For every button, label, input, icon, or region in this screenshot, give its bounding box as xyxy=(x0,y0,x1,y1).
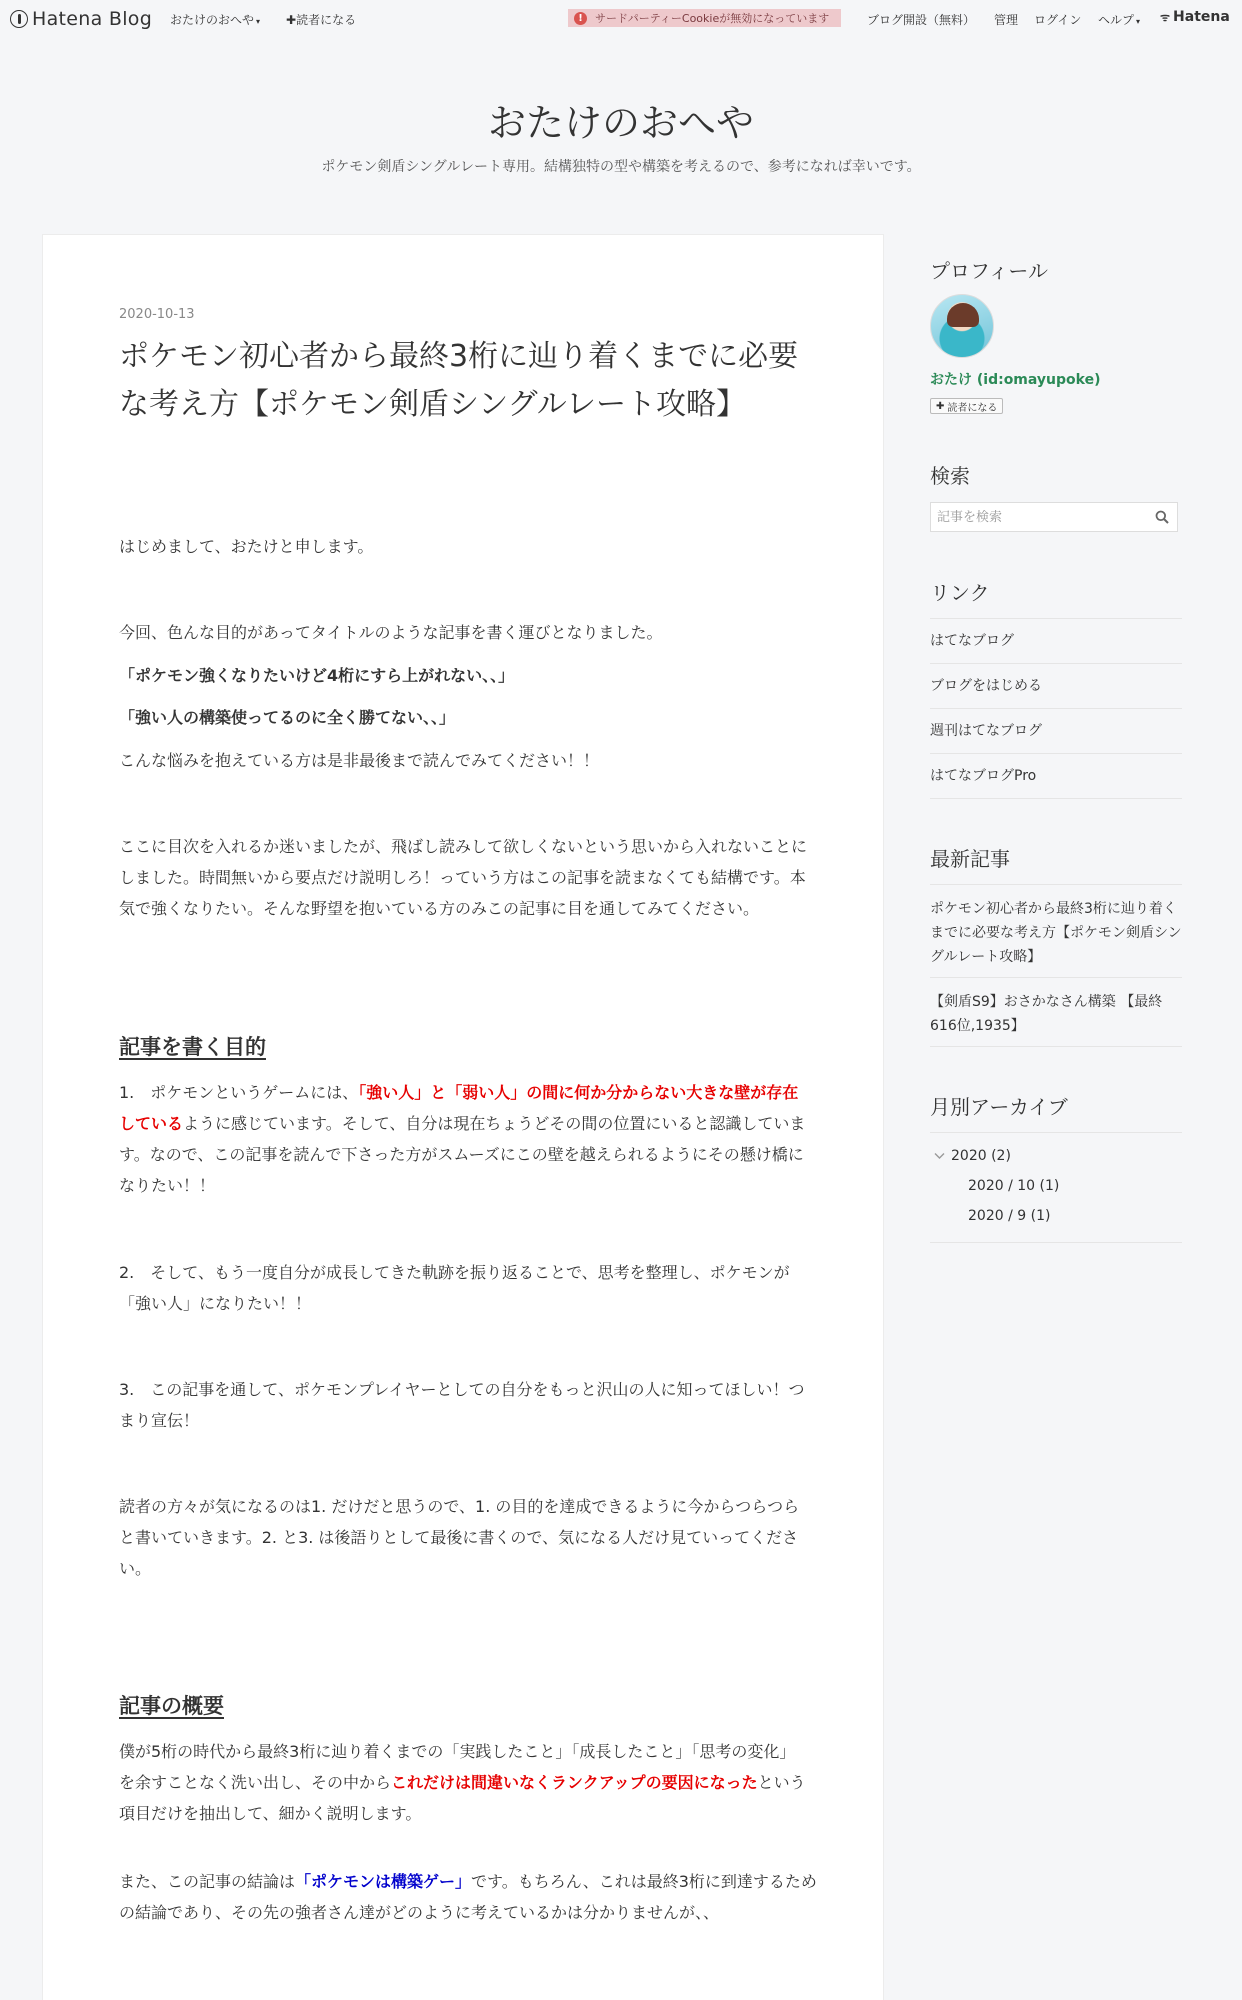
avatar[interactable] xyxy=(930,294,994,358)
plus-icon: ✚ xyxy=(936,400,945,412)
login-link[interactable]: ログイン xyxy=(1034,13,1082,27)
quote-1-text: 「ポケモン強くなりたいけど4桁にすら上がれない、、」 xyxy=(119,666,515,685)
paragraph-purpose: 今回、色んな目的があってタイトルのような記事を書く運びとなりました。 xyxy=(119,623,663,642)
paragraph-overview xyxy=(119,1736,809,1829)
list-item-3: 3. この記事を通して、ポケモンプレイヤーとしての自分をもっと沢山の人に知ってほしい！つまり宣伝！ xyxy=(119,1380,805,1430)
blog-title[interactable]: おたけのおへや xyxy=(487,101,754,145)
open-blog-link[interactable]: ブログ開設（無料） xyxy=(867,13,976,27)
warning-icon: ! xyxy=(574,12,587,25)
caret-down-icon: ▾ xyxy=(256,17,261,26)
hatena-blog-icon xyxy=(10,10,28,28)
list-item-1 xyxy=(119,1077,809,1201)
recent-heading: 最新記事 xyxy=(930,847,1010,871)
paragraph-toc: ここに目次を入れるか迷いましたが、飛ばし読みして欲しくないという思いから入れないことにしました。時間無いから要点だけ説明しろ！っていう方はこの記事を読まなくても結構です。本気で強くなりたい。そんな野望を抱いている方のみこの記事に目を通してみてください。 xyxy=(119,837,808,918)
paragraph-intro: はじめまして、おたけと申します。 xyxy=(119,537,374,556)
search-heading: 検索 xyxy=(930,464,970,488)
global-header xyxy=(0,0,1242,37)
recent-item[interactable]: 【剣盾S9】おさかなさん構築 【最終616位,1935】 xyxy=(930,978,1182,1047)
item1-pre: 1. ポケモンというゲームには、 xyxy=(119,1083,359,1102)
help-menu[interactable] xyxy=(1098,11,1140,28)
article-date[interactable]: 2020-10-13 xyxy=(119,307,195,322)
cookie-notice[interactable] xyxy=(568,9,841,27)
hatena-label: Hatena xyxy=(1173,9,1230,25)
link-item[interactable]: 週刊はてなブログ xyxy=(930,709,1182,754)
blog-name-label: おたけのおへや xyxy=(170,13,255,27)
avatar-hair xyxy=(947,303,979,327)
list-item-2: 2. そして、もう一度自分が成長してきた軌跡を振り返ることで、思考を整理し、ポケモンが「強い人」になりたい！！ xyxy=(119,1263,790,1313)
link-item[interactable]: はてなブログ xyxy=(930,619,1182,664)
paragraph-readers: 読者の方々が気になるのは1. だけだと思うので、1. の目的を達成できるように今からつらつらと書いていきます。2. と3. は後語りとして最後に書くので、気になる人だけ見ていってください。 xyxy=(119,1497,800,1578)
quote-2-text: 「強い人の構築使ってるのに全く勝てない、、」 xyxy=(119,708,456,727)
search-input[interactable] xyxy=(937,510,1147,525)
conclusion-post: です。もちろん、これは最終3桁に到達するための結論であり、その先の強者さん達がどのように考えているかは分かりませんが、、 xyxy=(119,1872,817,1922)
search-box xyxy=(930,502,1178,532)
admin-link[interactable]: 管理 xyxy=(994,13,1019,27)
plus-icon: ✚ xyxy=(286,13,297,27)
link-item[interactable]: はてなブログPro xyxy=(930,754,1182,799)
blog-name-menu[interactable] xyxy=(170,11,260,28)
overview-post: という項目だけを抽出して、細かく説明します。 xyxy=(119,1773,806,1823)
archive-year-label: 2020 (2) xyxy=(951,1148,1011,1164)
logo-text: Hatena Blog xyxy=(32,8,153,30)
heading-purpose: 記事を書く目的 xyxy=(119,1035,266,1059)
hatena-link[interactable] xyxy=(1160,9,1230,25)
chevron-down-icon xyxy=(934,1152,945,1160)
paragraph-conclusion xyxy=(119,1866,819,1928)
search-icon[interactable] xyxy=(1155,510,1169,524)
links-heading: リンク xyxy=(930,581,990,605)
item1-post: ように感じています。そして、自分は現在ちょうどその間の位置にいると認識しています。なので、この記事を読んで下さった方がスムーズにこの壁を越えられるようにその懸け橋になりたい！！ xyxy=(119,1114,806,1195)
profile-heading: プロフィール xyxy=(930,259,1048,283)
quote-2 xyxy=(119,702,809,733)
subscribe-label: 読者になる xyxy=(296,13,357,27)
conclusion-highlight: 「ポケモンは構築ゲー」 xyxy=(295,1872,472,1891)
article-title[interactable]: ポケモン初心者から最終3桁に辿り着くまでに必要な考え方【ポケモン剣盾シングルレート攻略】 xyxy=(119,339,799,422)
profile-name-link[interactable]: おたけ (id:omayupoke) xyxy=(930,372,1101,388)
archive-month-link[interactable]: 2020 / 9 (1) xyxy=(968,1208,1051,1224)
links-list xyxy=(930,618,1182,799)
link-item[interactable]: ブログをはじめる xyxy=(930,664,1182,709)
cookie-notice-text: サードパーティーCookieが無効になっています xyxy=(595,12,830,25)
caret-down-icon: ▾ xyxy=(1136,17,1141,26)
conclusion-pre: また、この記事の結論は xyxy=(119,1872,296,1891)
help-label: ヘルプ xyxy=(1098,13,1135,27)
heading-overview: 記事の概要 xyxy=(119,1694,224,1718)
quote-1 xyxy=(119,660,809,691)
paragraph-worries: こんな悩みを抱えている方は是非最後まで読んでみてください！！ xyxy=(119,751,600,770)
archive-year-toggle[interactable] xyxy=(934,1148,1011,1164)
follow-label: 読者になる xyxy=(947,402,998,414)
overview-highlight: これだけは間違いなくランクアップの要因になった xyxy=(391,1773,758,1792)
blog-description: ポケモン剣盾シングルレート専用。結構独特の型や構築を考えるので、参考になれば幸いです。 xyxy=(321,159,921,175)
hatena-blog-logo[interactable] xyxy=(10,8,152,30)
subscribe-link[interactable] xyxy=(286,11,356,28)
recent-item[interactable]: ポケモン初心者から最終3桁に辿り着くまでに必要な考え方【ポケモン剣盾シングルレート攻略】 xyxy=(930,885,1182,978)
article-card xyxy=(42,234,884,2000)
overview-pre: 僕が5桁の時代から最終3桁に辿り着くまでの「実践したこと」「成長したこと」「思考の変化」を余すことなく洗い出し、その中から xyxy=(119,1742,796,1792)
archive-list xyxy=(930,1132,1182,1243)
archive-month-link[interactable]: 2020 / 10 (1) xyxy=(968,1178,1060,1194)
archive-heading: 月別アーカイブ xyxy=(930,1095,1068,1119)
follow-button[interactable] xyxy=(930,398,1003,414)
item1-highlight: 「強い人」と「弱い人」の間に何か分からない大きな壁が存在している xyxy=(119,1083,799,1133)
hatena-wave-icon: ᯤ xyxy=(1160,10,1171,24)
recent-list xyxy=(930,884,1182,1047)
